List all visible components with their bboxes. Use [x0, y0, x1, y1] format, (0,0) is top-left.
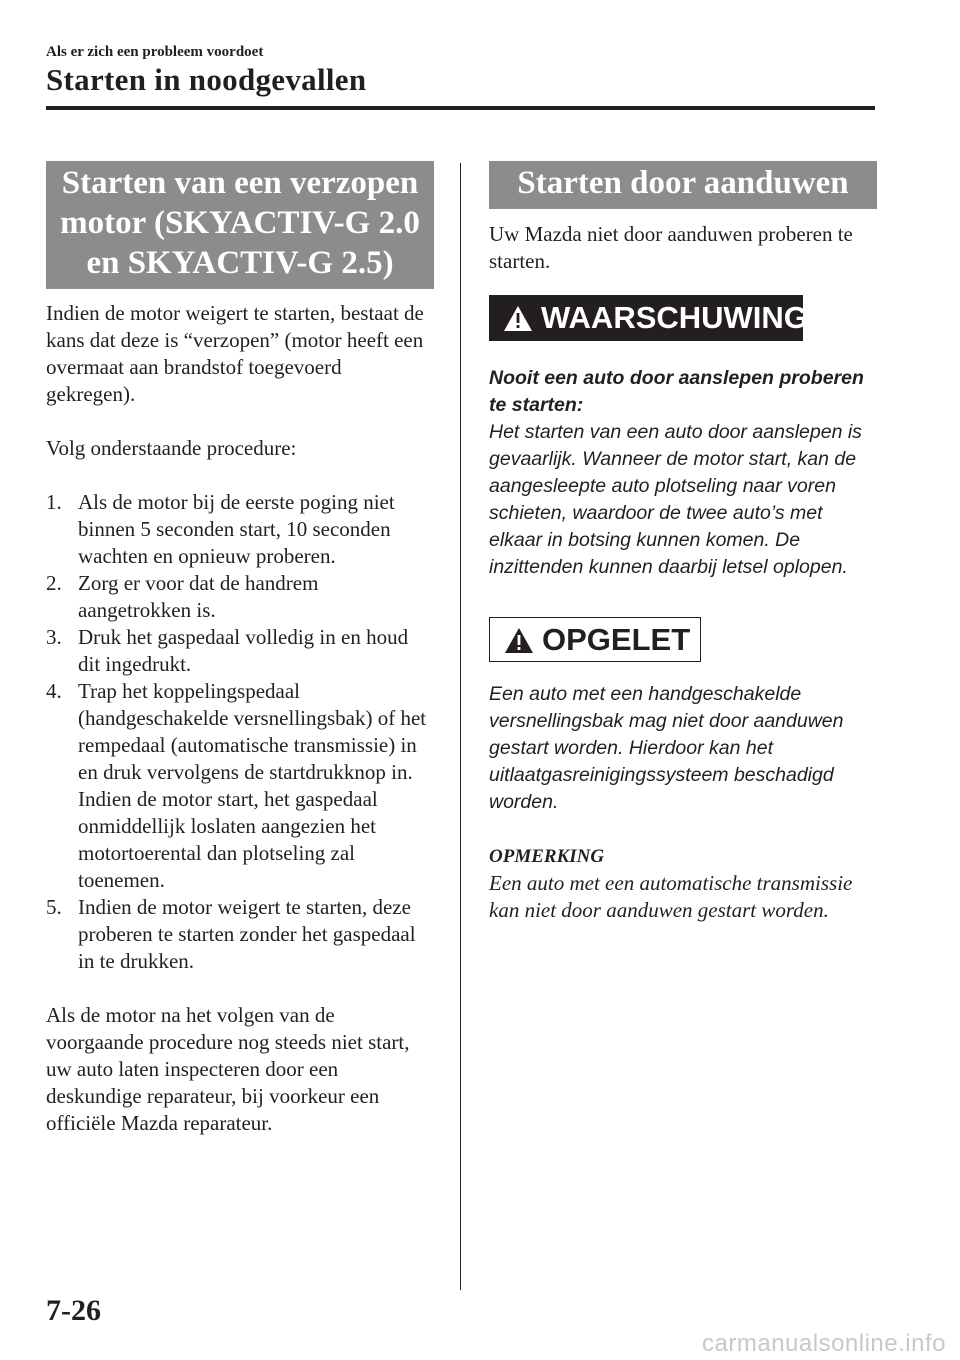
column-divider: [460, 163, 461, 1290]
warning-title: Nooit een auto door aanslepen proberen te starten:: [489, 367, 864, 416]
warning-triangle-icon: [503, 304, 533, 332]
note-block: [489, 843, 877, 924]
caution-body: Een auto met een handgeschakelde versnellingsbak mag niet door aanduwen gestart worden. Hierdoor kan het uitlaatgasreinigingssysteem beschadigd worden.: [489, 683, 844, 813]
step-text: Als de motor bij de eerste poging niet binnen 5 seconden start, 10 seconden wachten en opnieuw proberen.: [78, 490, 395, 568]
caution-block: [489, 617, 877, 816]
flooded-intro-paragraph: Indien de motor weigert te starten, bestaat de kans dat deze is “verzopen” (motor heeft een overmaat aan brandstof toegevoerd gekregen).: [46, 301, 424, 406]
section-heading-flooded-engine: Starten van een verzopen motor (SKYACTIV-G 2.0 en SKYACTIV-G 2.5): [46, 161, 434, 289]
section-heading-push-start: Starten door aanduwen: [489, 161, 877, 209]
step-number: 2.: [46, 571, 62, 595]
closing-paragraph: Als de motor na het volgen van de voorgaande procedure nog steeds niet start, uw auto laten inspecteren door een deskundige reparateur, bij voorkeur een officiële Mazda reparateur.: [46, 1003, 410, 1135]
title-rule: [46, 106, 875, 110]
warning-label: WAARSCHUWING: [541, 300, 808, 335]
caution-badge: [489, 617, 701, 662]
step-text: Trap het koppelingspedaal (handgeschakelde versnellingsbak) of het rempedaal (automatische transmissie) in en druk vervolgens de startdrukknop in. Indien de motor start, het gaspedaal onmiddellijk loslaten aangezien het motortoerental dan plotseling zal toenemen.: [78, 679, 427, 892]
procedure-step: [46, 624, 434, 678]
warning-block: [489, 295, 877, 581]
step-number: 4.: [46, 679, 62, 703]
note-body: Een auto met een automatische transmissie kan niet door aanduwen gestart worden.: [489, 871, 853, 922]
watermark: carmanualsonline.info: [702, 1330, 946, 1357]
procedure-step: [46, 489, 434, 570]
warning-badge: [489, 295, 808, 341]
step-number: 3.: [46, 625, 62, 649]
procedure-step: [46, 570, 434, 624]
note-label: OPMERKING: [489, 846, 605, 867]
step-text: Zorg er voor dat de handrem aangetrokken is.: [78, 571, 319, 622]
procedure-step: [46, 894, 434, 975]
left-column: [46, 161, 434, 1137]
caution-label: OPGELET: [542, 621, 691, 657]
warning-body: Het starten van een auto door aanslepen is gevaarlijk. Wanneer de motor start, kan de aangesleepte auto plotseling naar voren schieten, waardoor de twee auto’s met elkaar in botsing kunnen komen. De inzittenden kunnen daarbij letsel oplopen.: [489, 421, 862, 578]
step-text: Druk het gaspedaal volledig in en houd dit ingedrukt.: [78, 625, 409, 676]
page-number: 7-26: [46, 1294, 101, 1327]
procedure-step: [46, 678, 434, 894]
push-start-intro: Uw Mazda niet door aanduwen proberen te starten.: [489, 222, 853, 273]
breadcrumb: Als er zich een probleem voordoet: [46, 44, 264, 60]
procedure-steps: [46, 489, 434, 975]
step-number: 1.: [46, 490, 62, 514]
page-title: Starten in noodgevallen: [46, 62, 367, 97]
procedure-label: Volg onderstaande procedure:: [46, 436, 297, 460]
warning-triangle-icon: [504, 626, 534, 654]
step-text: Indien de motor weigert te starten, deze proberen te starten zonder het gaspedaal in te drukken.: [78, 895, 416, 973]
step-number: 5.: [46, 895, 62, 919]
right-column: [489, 161, 877, 924]
